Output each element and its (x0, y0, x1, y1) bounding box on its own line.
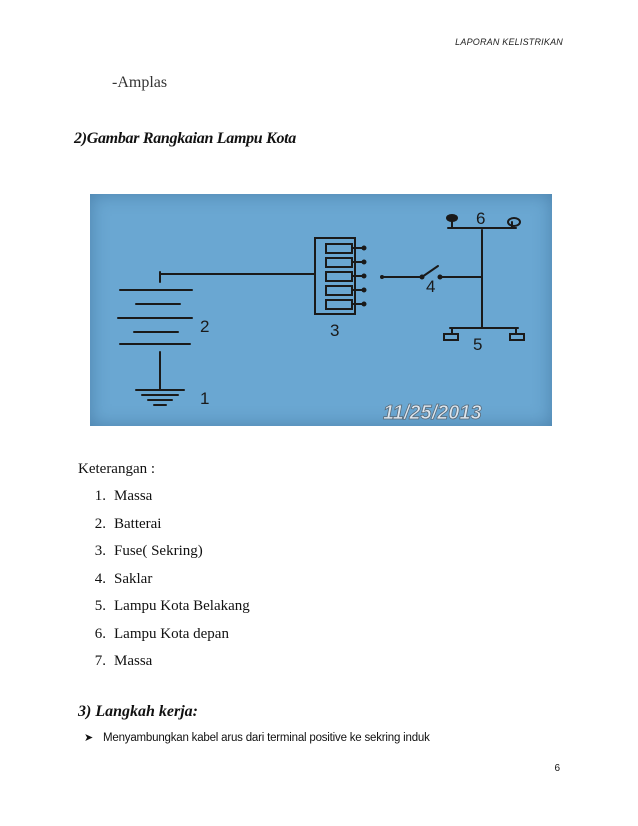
legend-item-text: Saklar (114, 570, 153, 587)
rear-lamp (510, 334, 524, 340)
legend-item-text: Lampu Kota Belakang (114, 598, 250, 614)
fuse-element (326, 272, 352, 281)
circuit-diagram-photo (90, 194, 552, 426)
date-stamp: 11/25/2013 (383, 402, 482, 424)
fuse-element (326, 258, 352, 267)
fuse-element (326, 244, 352, 253)
label-4: 4 (426, 277, 436, 296)
legend-item (78, 485, 250, 513)
front-lamp (508, 218, 520, 226)
terminal-dot (362, 260, 367, 265)
terminal-dot (362, 302, 367, 307)
arrow-bullet-icon: ➤ (84, 732, 94, 744)
step-text: Menyambungkan kabel arus dari terminal positive ke sekring induk (103, 731, 430, 744)
label-6: 6 (476, 209, 486, 228)
circuit-sketch (90, 194, 552, 426)
legend-item-text: Fuse( Sekring) (114, 543, 203, 559)
switch-contact (438, 275, 443, 280)
step-item (84, 731, 430, 744)
legend-item-text: Lampu Kota depan (114, 625, 229, 642)
legend-item-text: Massa (114, 488, 153, 504)
fuse-element (326, 300, 352, 309)
running-header: LAPORAN KELISTRIKAN (455, 37, 563, 47)
section-title-circuit: 2)Gambar Rangkaian Lampu Kota (74, 130, 297, 147)
page-number: 6 (554, 763, 560, 774)
legend-title: Keterangan : (78, 461, 156, 477)
legend-item (78, 540, 250, 568)
label-3: 3 (330, 321, 340, 340)
switch-blade (422, 266, 438, 277)
legend-item (78, 595, 250, 623)
legend-item-text: Massa (114, 653, 153, 669)
legend-item (78, 650, 250, 678)
terminal-dot (362, 288, 367, 293)
switch-contact (420, 275, 425, 280)
legend-item-number: 7. (94, 653, 106, 669)
fuse-element (326, 286, 352, 295)
material-item: -Amplas (112, 74, 168, 91)
legend-item-number: 6. (94, 625, 106, 642)
legend-item-text: Batterai (114, 515, 162, 532)
terminal-dot (362, 246, 367, 251)
fuse-box (315, 238, 355, 314)
section-title-steps: 3) Langkah kerja: (78, 703, 198, 720)
legend-item-number: 3. (94, 543, 106, 559)
label-5: 5 (473, 335, 483, 354)
switch-contact (380, 275, 384, 279)
legend-item-number: 4. (94, 570, 106, 587)
rear-lamp (444, 334, 458, 340)
legend-list (78, 485, 250, 678)
terminal-dot (362, 274, 367, 279)
legend-item-number: 1. (94, 488, 106, 504)
legend-item-number: 2. (94, 515, 106, 532)
front-lamp (446, 214, 458, 222)
label-1: 1 (200, 389, 210, 408)
label-2: 2 (200, 317, 210, 336)
legend-item (78, 623, 250, 651)
legend-item (78, 568, 250, 596)
legend-item-number: 5. (94, 598, 106, 614)
legend-item (78, 513, 250, 541)
